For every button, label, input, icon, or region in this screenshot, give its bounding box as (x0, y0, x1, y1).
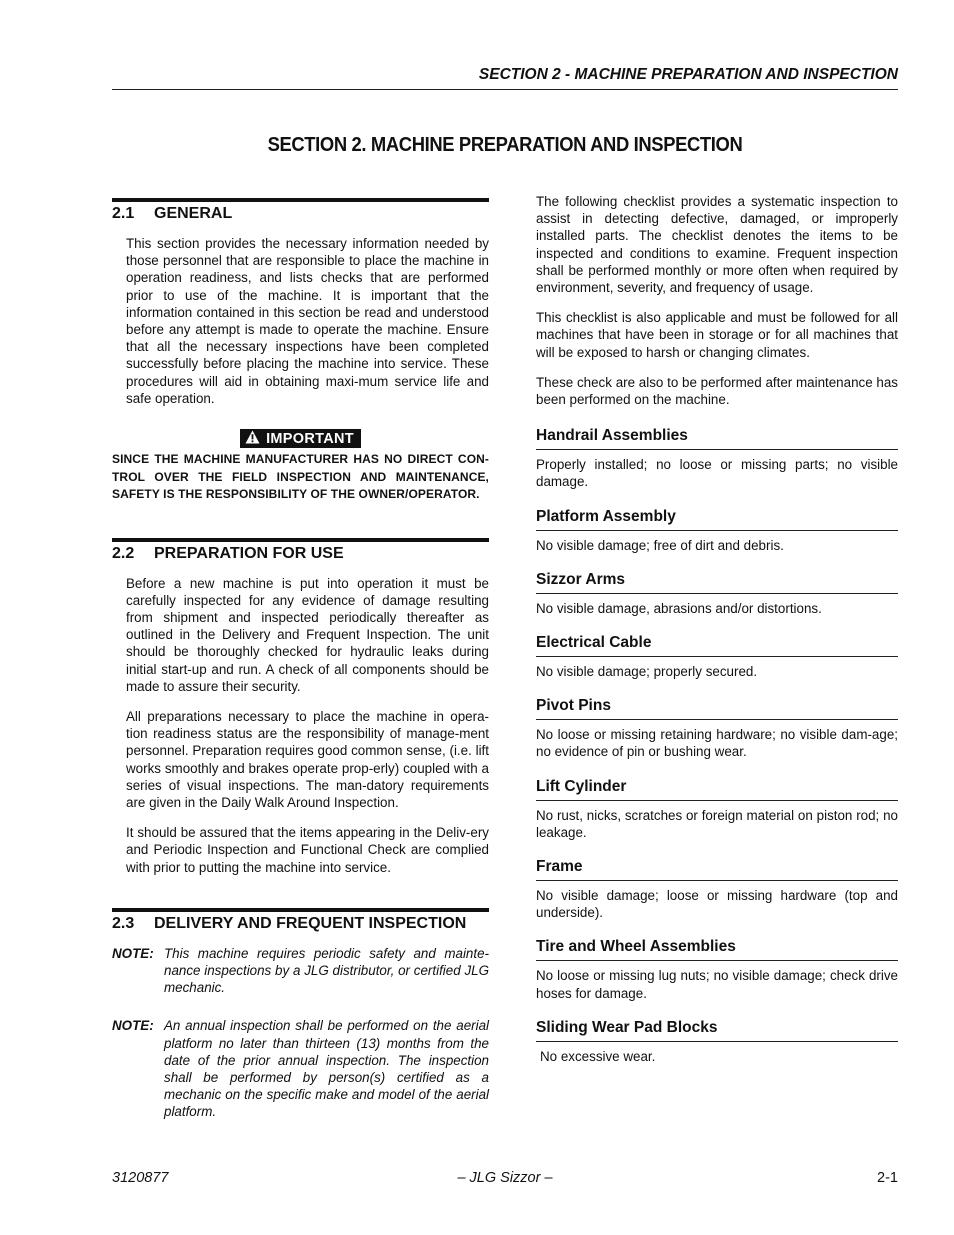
checklist-heading: Sizzor Arms (536, 571, 898, 594)
checklist-heading: Pivot Pins (536, 697, 898, 720)
footer-title: – JLG Sizzor – (457, 1170, 553, 1186)
heading-number: 2.2 (112, 544, 135, 562)
checklist-item (536, 427, 898, 490)
note-label: NOTE: (112, 945, 154, 961)
note-label: NOTE: (112, 1018, 154, 1034)
checklist-heading: Electrical Cable (536, 634, 898, 657)
preparation-paragraph-3: It should be assured that the items appearing in the Deliv-ery and Periodic Inspection and Functional Check are complied with prior to putting the machine into service. (126, 825, 489, 875)
checklist-item (536, 1019, 898, 1065)
checklist-item (536, 697, 898, 760)
checklist-heading: Lift Cylinder (536, 778, 898, 801)
checklist-text: No visible damage; properly secured. (536, 664, 758, 680)
heading-number: 2.3 (112, 914, 135, 932)
left-column (112, 198, 489, 1121)
checklist-item (536, 634, 898, 680)
checklist-text: No visible damage, abrasions and/or distortions. (536, 600, 822, 616)
checklist-heading: Sliding Wear Pad Blocks (536, 1019, 898, 1042)
intro-paragraph-1: The following checklist provides a systematic inspection to assist in detecting defective, damaged, or improperly installed parts. The checklist denotes the items to be inspected and conditions to examine. Frequent inspection shall be performed monthly or more often when required by environment, severity, and frequency of usage. (536, 194, 898, 296)
checklist-heading: Handrail Assemblies (536, 427, 898, 450)
note-text: An annual inspection shall be performed on the aerial platform no later than thirteen (13) months from the date of the prior annual inspection. The inspection shall be performed by person(s) certified as a mechanic on the specific make and model of the aerial platform. (164, 1018, 489, 1120)
heading-number: 2.1 (112, 205, 135, 222)
running-header: SECTION 2 - MACHINE PREPARATION AND INSPECTION (478, 66, 898, 83)
general-paragraph: This section provides the necessary information needed by those personnel that are responsible to place the machine in operation readiness, and lists checks that are performed prior to use of the machine. It is important that the information contained in this section be read and understood before any attempt is made to operate the machine. Ensure that all the necessary inspections have been completed successfully before placing the machine into service. These procedures will aid in obtaining maxi-mum service life and safe operation. (126, 236, 489, 406)
section-title: SECTION 2. MACHINE PREPARATION AND INSPECTION (267, 134, 743, 156)
right-column (536, 193, 898, 1065)
checklist-text: Properly installed; no loose or missing parts; no visible damage. (536, 457, 898, 490)
checklist-text: No visible damage; loose or missing hardware (top and underside). (536, 888, 898, 921)
intro-paragraph-3: These check are also to be performed after maintenance has been performed on the machine. (536, 374, 898, 408)
checklist-heading: Frame (536, 858, 898, 881)
important-badge (240, 429, 361, 448)
heading-title: PREPARATION FOR USE (154, 544, 344, 562)
footer-page-number: 2-1 (877, 1170, 898, 1186)
checklist-heading: Tire and Wheel Assemblies (536, 938, 898, 961)
heading-title: DELIVERY AND FREQUENT INSPECTION (154, 914, 467, 932)
heading-title: GENERAL (154, 205, 233, 222)
header-rule (112, 89, 898, 90)
preparation-paragraph-1: Before a new machine is put into operation it must be carefully inspected for any evidence of damage resulting from shipment and inspected periodically thereafter as outlined in the Delivery and Frequent Inspection. The unit should be thoroughly checked for hydraulic leaks during initial start-up and run. A check of all components should be made to assure their security. (126, 575, 489, 694)
warning-icon (245, 430, 260, 444)
checklist-heading: Platform Assembly (536, 508, 898, 531)
heading-preparation (112, 538, 489, 563)
intro-paragraph-2: This checklist is also applicable and must be followed for all machines that have been in storage or for all machines that will be exposed to harsh or changing climates. (536, 310, 898, 360)
checklist-item (536, 571, 898, 617)
footer-doc-number: 3120877 (112, 1170, 169, 1186)
checklist-text: No loose or missing retaining hardware; no visible dam-age; no evidence of pin or bushing wear. (536, 727, 898, 760)
preparation-paragraph-2: All preparations necessary to place the machine in opera-tion readiness status are the responsibility of manage-ment personnel. Preparation requires good common sense, (i.e. lift works smoothly and brakes operate prop-erly) coupled with a series of visual inspections. The man-datory requirements are given in the Daily Walk Around Inspection. (126, 708, 489, 810)
note-1 (112, 945, 489, 997)
heading-delivery (112, 908, 489, 933)
important-callout (112, 429, 489, 448)
checklist-item (536, 778, 898, 841)
checklist-text: No rust, nicks, scratches or foreign material on piston rod; no leakage. (536, 807, 898, 840)
checklist-text: No excessive wear. (540, 1048, 656, 1064)
important-text: SINCE THE MACHINE MANUFACTURER HAS NO DIRECT CON-TROL OVER THE FIELD INSPECTION AND MAINTENANCE, SAFETY IS THE RESPONSIBILITY OF THE OWNER/OPERATOR. (112, 452, 489, 502)
checklist-item (536, 938, 898, 1001)
heading-general (112, 198, 489, 223)
checklist-item (536, 508, 898, 554)
important-label: IMPORTANT (266, 431, 354, 448)
checklist-text: No visible damage; free of dirt and debris. (536, 537, 784, 553)
note-text: This machine requires periodic safety and mainte-nance inspections by a JLG distributor, or certified JLG mechanic. (164, 945, 489, 996)
checklist-text: No loose or missing lug nuts; no visible damage; check drive hoses for damage. (536, 968, 898, 1001)
checklist-item (536, 858, 898, 921)
note-2 (112, 1017, 489, 1120)
